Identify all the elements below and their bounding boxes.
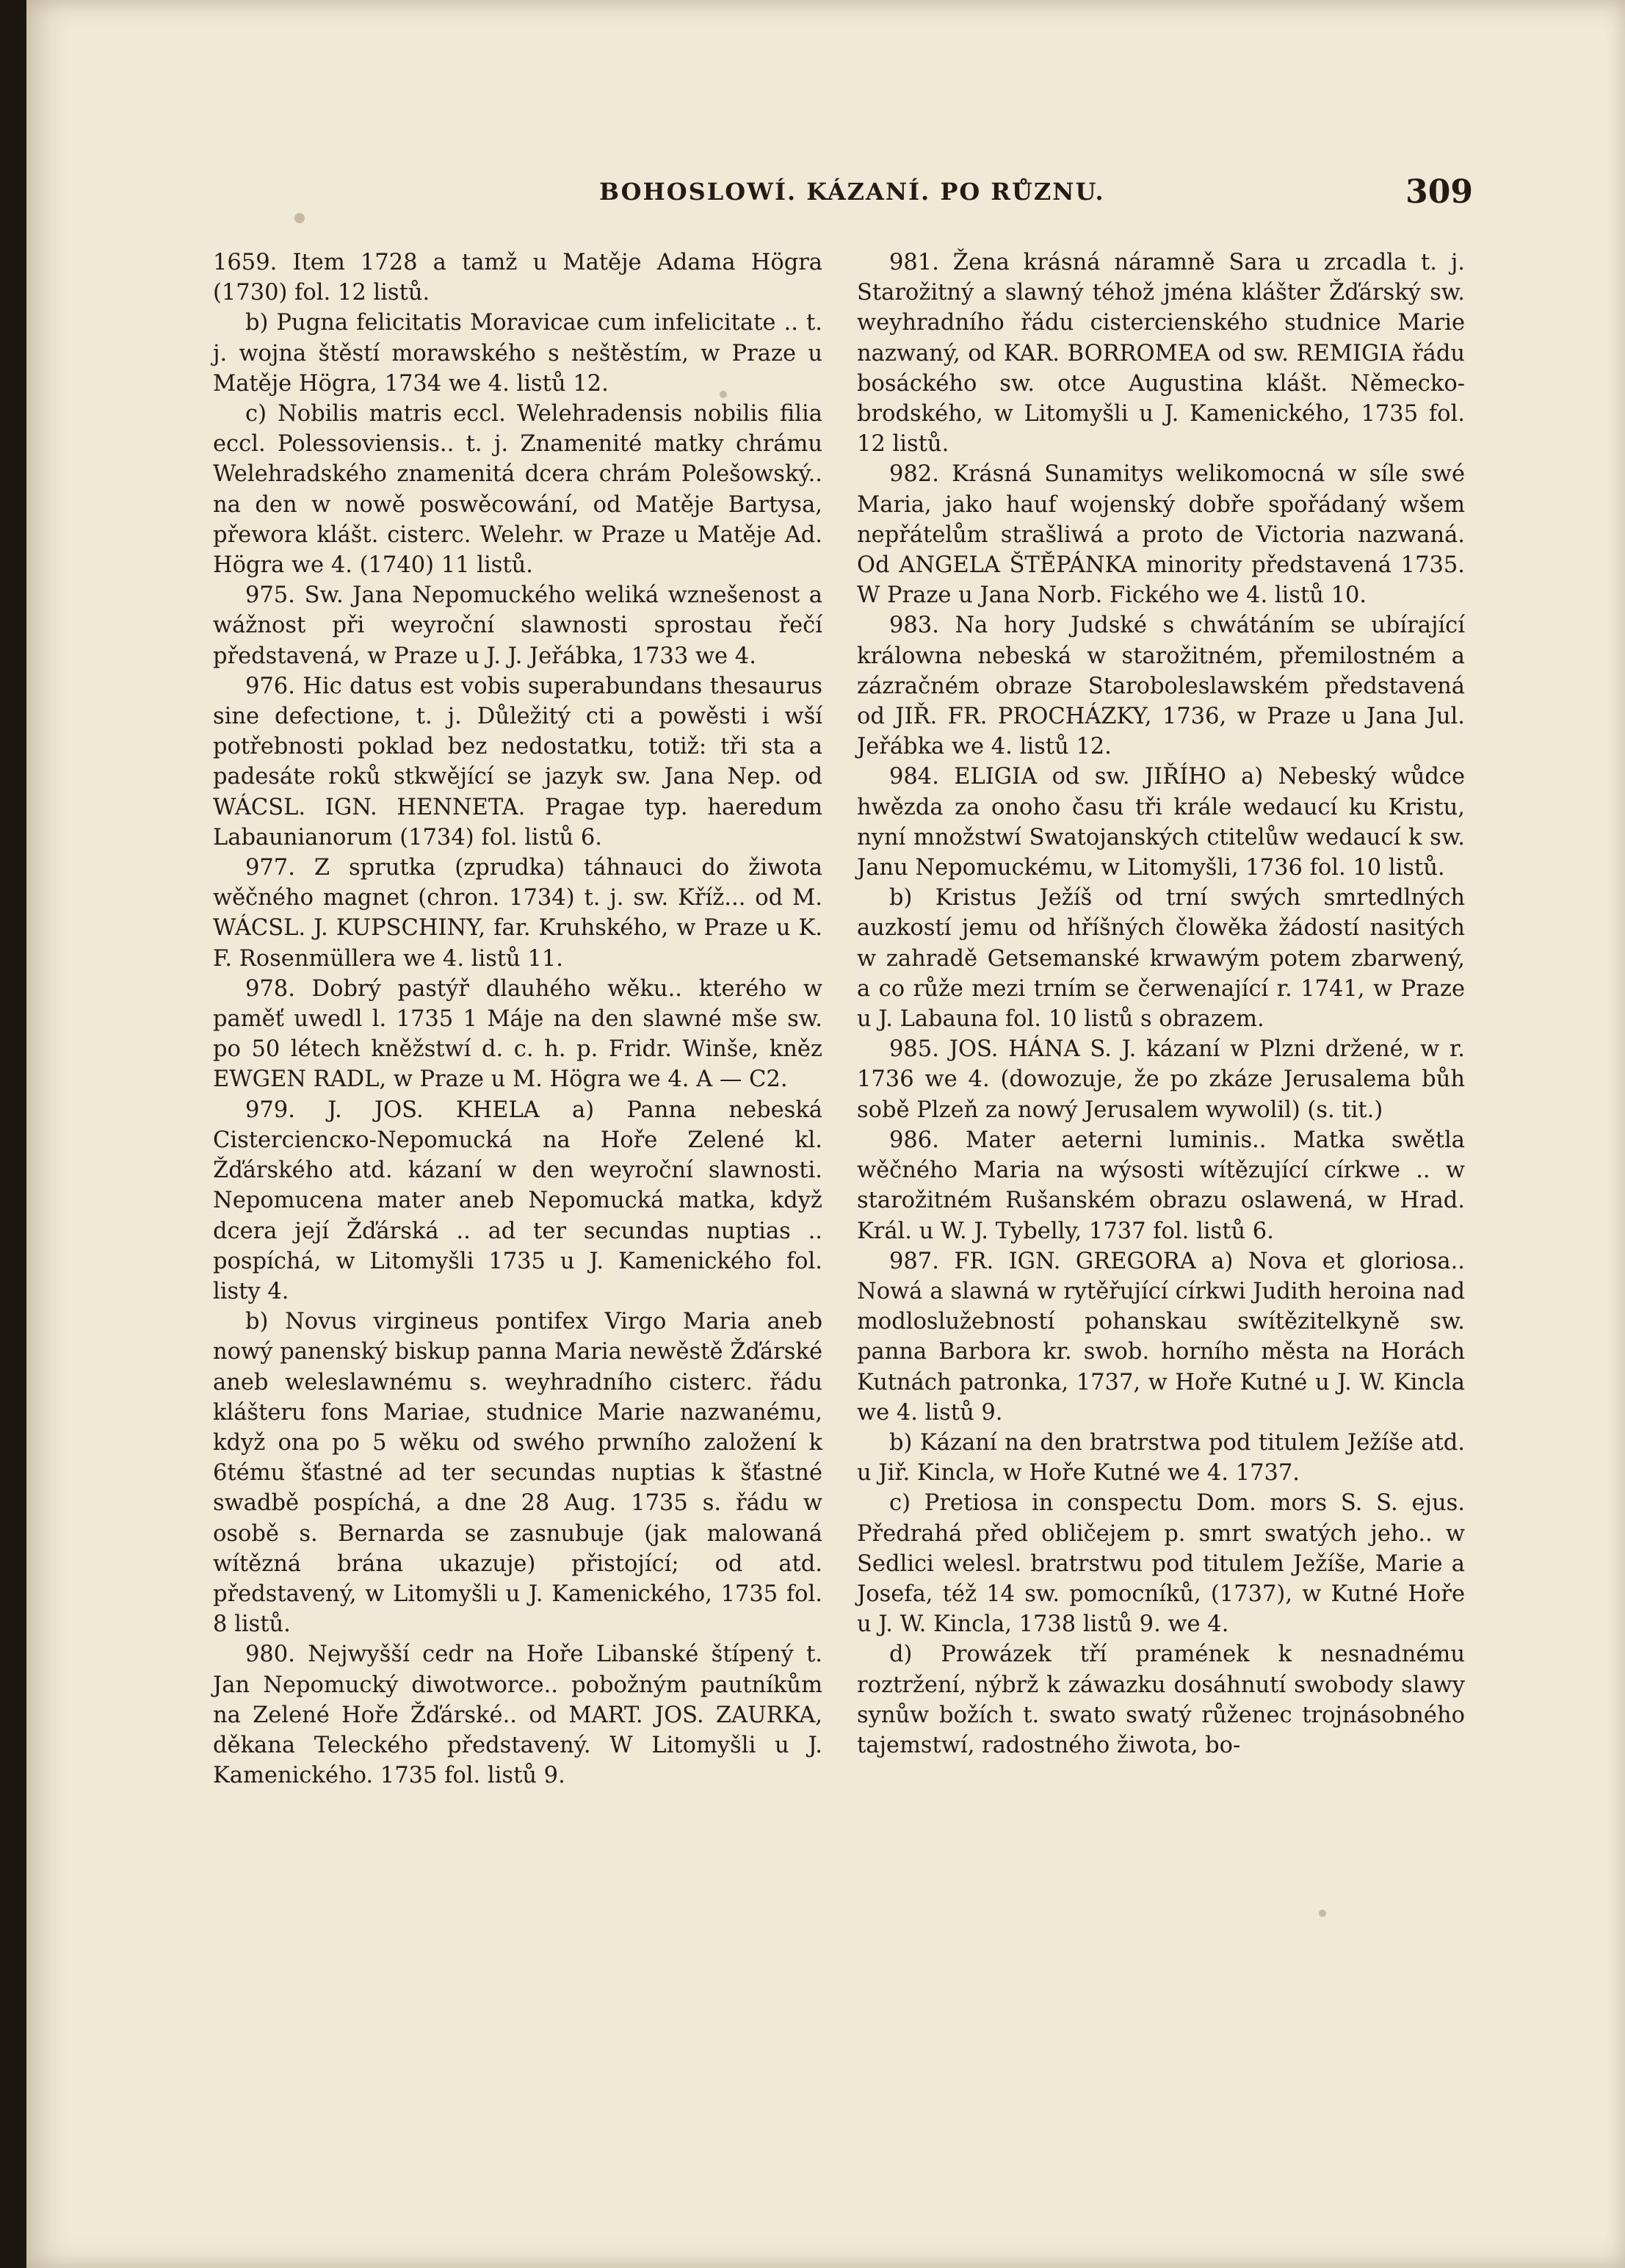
- left-column: [213, 248, 822, 1791]
- paragraph: b) Kázaní na den bratrstwa pod titulem Ježíše atd. u Jiř. Kincla, w Hoře Kutné we 4. 1737.: [857, 1429, 1465, 1487]
- running-head: BOHOSLOWÍ. KÁZANÍ. PO RŮZNU.: [599, 178, 1105, 206]
- foxing-spot: [1319, 1910, 1326, 1917]
- foxing-spot: [294, 213, 305, 223]
- paragraph: 984. ELIGIA od sw. JIŘÍHO a) Nebeský wůdce hwězda za onoho času tři krále wedaucí ku Kristu, nyní množstwí Swatojanských ctitelůw wedaucí k sw. Janu Nepomuckému, w Litomyšli, 1736 fol. 10 listů.: [857, 764, 1465, 881]
- paragraph: c) Nobilis matris eccl. Welehradensis nobilis filia eccl. Polessoviensis.. t. j. Znamenité matky chrámu Welehradského znamenitá dcera chrám Polešowský.. na den w nowě poswěcowání, od Matěje Bartysa, přewora klášt. cisterc. Welehr. w Praze u Matěje Ad. Högra we 4. (1740) 11 listů.: [213, 401, 822, 579]
- paragraph: 979. J. JOS. KHELA a) Panna nebeská Cistercienско-Nepomucká na Hoře Zelené kl. Žďárského atd. kázaní w den weyroční slawnosti. Nepomucena mater aneb Nepomucká matka, když dcera její Žďárská .. ad ter secundas nuptias .. pospíchá, w Litomyšli 1735 u J. Kamenického fol. listy 4.: [213, 1097, 822, 1304]
- page-header: [599, 173, 1473, 217]
- paragraph: 978. Dobrý pastýř dlauhého wěku.. kterého w paměť uwedl l. 1735 1 Máje na den slawné mše sw. po 50 létech kněžstwí d. c. h. p. Fridr. Winše, kněz EWGEN RADL, w Praze u M. Högra we 4. A — C2.: [213, 975, 822, 1093]
- paragraph: 976. Hic datus est vobis superabundans thesaurus sine defectione, t. j. Důležitý cti a powěsti i wší potřebnosti poklad bez nedostatku, totiž: tři sta a padesáte roků stkwějící se jazyk sw. Jana Nep. od WÁCSL. IGN. HENNETA. Pragae typ. haeredum Labaunianorum (1734) fol. listů 6.: [213, 673, 822, 850]
- paragraph: 977. Z sprutka (zprudka) táhnauci do žiwota wěčného magnet (chron. 1734) t. j. sw. Kříž... od M. WÁCSL. J. KUPSCHINY, far. Kruhského, w Praze u K. F. Rosenmüllera we 4. listů 11.: [213, 855, 822, 972]
- paragraph: c) Pretiosa in conspectu Dom. mors S. S. ejus. Předrahá před obličejem p. smrt swatých jeho.. w Sedlici welesl. bratrstwu pod titulem Ježíše, Marie a Josefa, též 14 sw. pomocníků, (1737), w Kutné Hoře u J. W. Kincla, 1738 listů 9. we 4.: [857, 1490, 1465, 1638]
- paragraph: 982. Krásná Sunamitys welikomocná w síle swé Maria, jako hauf wojenský dobře spořádaný wšem nepřátelům strašliwá a proto de Victoria nazwaná. Od ANGELA ŠTĚPÁNKA minority představená 1735. W Praze u Jana Norb. Fického we 4. listů 10.: [857, 461, 1465, 609]
- paragraph: 980. Nejwyšší cedr na Hoře Libanské štípený t. Jan Nepomucký diwotworce.. pobožným pautníkům na Zelené Hoře Žďárské.. od MART. JOS. ZAURKA, děkana Teleckého představený. W Litomyšli u J. Kamenického. 1735 fol. listů 9.: [213, 1642, 822, 1789]
- paragraph: b) Novus virgineus pontifex Virgo Maria aneb nowý panenský biskup panna Maria newěstě Žďárské aneb weleslawnému s. weyhradního cisterc. řádu klášteru fons Mariae, studnice Marie nazwanému, když ona po 5 wěku od swého prwního založení k 6tému šťastné ad ter secundas nuptias k šťastné swadbě pospíchá, a dne 28 Aug. 1735 s. řádu w osobě s. Bernarda se zasnubuje (jak malowaná wítězná brána ukazuje) přistojící; od atd. představený, w Litomyšli u J. Kamenického, 1735 fol. 8 listů.: [213, 1309, 822, 1638]
- page-number: 309: [1405, 173, 1473, 211]
- paragraph: 987. FR. IGN. GREGORA a) Nova et gloriosa.. Nowá a slawná w rytěřující církwi Judith heroina nad modloslužebností pohanskau swítězitelkyně sw. panna Barbora kr. swob. horního města na Horách Kutnách patronka, 1737, w Hoře Kutné u J. W. Kincla we 4. listů 9.: [857, 1248, 1465, 1426]
- paragraph: d) Prowázek tří pramének k nesnadnému roztržení, nýbrž k záwazku dosáhnutí swobody slawy synůw božích t. swato swatý růženec trojnásobného tajemstwí, radostného žiwota, bo-: [857, 1642, 1465, 1758]
- paragraph: b) Kristus Ježíš od trní swých smrtedlných auzkostí jemu od hříšných člowěka žádostí nasitých w zahradě Getsemanské krwawým potem zbarwený, a co růže mezi trním se čerwenající r. 1741, w Praze u J. Labauna fol. 10 listů s obrazem.: [857, 885, 1465, 1033]
- paragraph: 986. Mater aeterni luminis.. Matka swětla wěčného Maria na wýsosti wítězující církwe .. w starožitném Rušanském obrazu oslawená, w Hrad. Král. u W. J. Tybelly, 1737 fol. listů 6.: [857, 1127, 1465, 1244]
- paragraph: 975. Sw. Jana Nepomuckého weliká wznešenost a wážnost při weyroční slawnosti sprostau řečí představená, w Praze u J. J. Jeřábka, 1733 we 4.: [213, 582, 822, 669]
- paragraph: 983. Na hory Judské s chwátáním se ubírající králowna nebeská w starožitném, přemilostném a zázračném obraze Staroboleslawském představená od JIŘ. FR. PROCHÁZKY, 1736, w Praze u Jana Jul. Jeřábka we 4. listů 12.: [857, 613, 1465, 760]
- paragraph: 981. Žena krásná náramně Sara u zrcadla t. j. Starožitný a slawný téhož jména klášter Žďárský sw. weyhradního řádu cisterсienského studnice Marie nazwaný, od KAR. BORROMEA od sw. REMIGIA řádu bosáckého sw. otce Augustina klášt. Německo-brodského, w Litomyšli u J. Kamenického, 1735 fol. 12 listů.: [857, 250, 1465, 458]
- paragraph: 985. JOS. HÁNA S. J. kázaní w Plzni držené, w r. 1736 we 4. (dowozuje, že po zkáze Jerusalema bůh sobě Plzeň za nowý Jerusalem wywolil) (s. tit.): [857, 1036, 1465, 1123]
- book-page: [26, 0, 1625, 2268]
- paragraph: b) Pugna felicitatis Moravicae cum infelicitate .. t. j. wojna štěstí morawského s neštěstím, w Praze u Matěje Högra, 1734 we 4. listů 12.: [213, 310, 822, 397]
- paragraph: 1659. Item 1728 a tamž u Matěje Adama Högra (1730) fol. 12 listů.: [213, 250, 822, 306]
- right-column: [857, 248, 1465, 1760]
